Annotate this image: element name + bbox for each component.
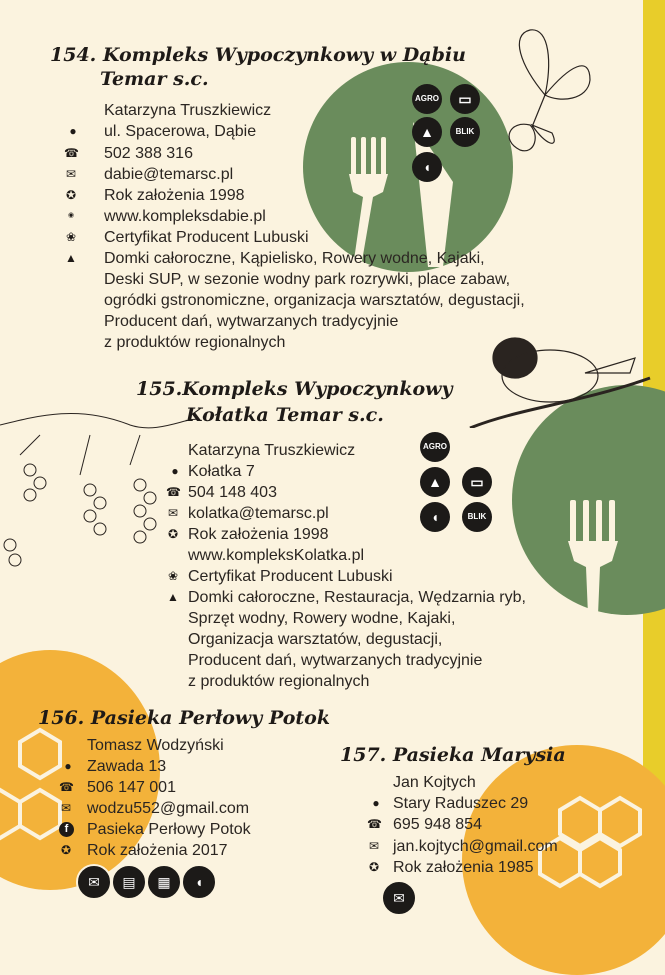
- certificate-icon: ❀: [167, 569, 179, 583]
- agro-badge: AGRO: [420, 432, 450, 462]
- agro-badge: AGRO: [412, 84, 442, 114]
- entry-156-title: 156. Pasieka Perłowy Potok: [38, 707, 331, 729]
- phone-icon: ☎: [166, 485, 181, 499]
- entry-155-founded: Rok założenia 1998: [188, 526, 329, 543]
- entry-155-desc: Sprzęt wodny, Rowery wodne, Kajaki,: [188, 610, 456, 627]
- location-icon: ●: [69, 124, 77, 138]
- entry-155-website[interactable]: www.kompleksKolatka.pl: [188, 547, 365, 564]
- entry-157-phone: 695 948 854: [393, 816, 482, 833]
- graduation-cap-icon: ▲: [412, 117, 442, 147]
- entry-155-cert: Certyfikat Producent Lubuski: [188, 568, 393, 585]
- email-icon: ✉: [368, 839, 380, 853]
- entry-154-desc: Domki całoroczne, Kąpielisko, Rowery wodne, Kajaki,: [104, 250, 485, 267]
- entry-157-title: 157. Pasieka Marysia: [340, 744, 566, 766]
- entry-155-subtitle: Kołatka Temar s.c.: [186, 404, 384, 426]
- cloche-icon: ◖: [181, 864, 217, 900]
- mail-order-icon: ✉: [76, 864, 112, 900]
- entry-154-website[interactable]: www.kompleksdabie.pl: [104, 208, 266, 225]
- entry-155-desc: Producent dań, wytwarzanych tradycyjnie: [188, 652, 483, 669]
- star-badge-icon: ✪: [65, 188, 77, 202]
- shop-icon: ▦: [146, 864, 182, 900]
- entry-156-founded: Rok założenia 2017: [87, 842, 228, 859]
- entry-155-email[interactable]: kolatka@temarsc.pl: [188, 505, 329, 522]
- graduation-cap-icon: ▲: [420, 467, 450, 497]
- fork-knife-icon: [303, 62, 513, 272]
- entry-156-owner: Tomasz Wodzyński: [87, 737, 224, 754]
- entry-154-email[interactable]: dabie@temarsc.pl: [104, 166, 234, 183]
- location-icon: ●: [64, 759, 72, 773]
- certificate-icon: ❀: [65, 230, 77, 244]
- entry-154-title: 154. Kompleks Wypoczynkowy w Dąbiu: [50, 44, 466, 66]
- entry-154-desc: Producent dań, wytwarzanych tradycyjnie: [104, 313, 399, 330]
- basket-icon: ▤: [111, 864, 147, 900]
- entry-154-cert: Certyfikat Producent Lubuski: [104, 229, 309, 246]
- blik-badge: BLIK: [462, 502, 492, 532]
- email-icon: ✉: [60, 801, 72, 815]
- star-badge-icon: ✪: [60, 843, 72, 857]
- card-payment-icon: ▭: [450, 84, 480, 114]
- entry-155-desc: z produktów regionalnych: [188, 673, 370, 690]
- location-icon: ●: [171, 464, 179, 478]
- phone-icon: ☎: [59, 780, 74, 794]
- bird-icon: [460, 318, 660, 428]
- entry-156-facebook[interactable]: Pasieka Perłowy Potok: [87, 821, 251, 838]
- entry-155-desc: Organizacja warsztatów, degustacji,: [188, 631, 443, 648]
- mail-order-icon: ✉: [381, 880, 417, 916]
- entry-156-phone: 506 147 001: [87, 779, 176, 796]
- facebook-icon: f: [59, 822, 74, 837]
- phone-icon: ☎: [367, 817, 382, 831]
- blik-badge: BLIK: [450, 117, 480, 147]
- entry-157-address: Stary Raduszec 29: [393, 795, 529, 812]
- entry-155-desc: Domki całoroczne, Restauracja, Wędzarnia ryb,: [188, 589, 526, 606]
- entry-157-founded: Rok założenia 1985: [393, 859, 534, 876]
- entry-154-desc: ogródki gstronomiczne, organizacja warsztatów, degustacji,: [104, 292, 525, 309]
- location-icon: ●: [372, 796, 380, 810]
- star-badge-icon: ✪: [368, 860, 380, 874]
- entry-155-owner: Katarzyna Truszkiewicz: [188, 442, 356, 459]
- phone-icon: ☎: [64, 146, 79, 160]
- entry-155-phone: 504 148 403: [188, 484, 277, 501]
- entry-154-phone: 502 388 316: [104, 145, 193, 162]
- entry-156-email[interactable]: wodzu552@gmail.com: [87, 800, 250, 817]
- butterfly-icon: [490, 25, 600, 165]
- entry-154-subtitle: Temar s.c.: [100, 68, 209, 90]
- star-badge-icon: ✪: [167, 527, 179, 541]
- email-icon: ✉: [65, 167, 77, 181]
- entry-154-desc: z produktów regionalnych: [104, 334, 286, 351]
- entry-154-owner: Katarzyna Truszkiewicz: [104, 102, 272, 119]
- mountain-icon: ▲: [65, 251, 77, 265]
- email-icon: ✉: [167, 506, 179, 520]
- entry-156-address: Zawada 13: [87, 758, 167, 775]
- mountain-icon: ▲: [167, 590, 179, 604]
- entry-154-desc: Deski SUP, w sezonie wodny park rozrywki, place zabaw,: [104, 271, 511, 288]
- cloche-icon: ◖: [412, 152, 442, 182]
- entry-155-address: Kołatka 7: [188, 463, 255, 480]
- entry-157-owner: Jan Kojtych: [393, 774, 476, 791]
- entry-157-email[interactable]: jan.kojtych@gmail.com: [393, 838, 558, 855]
- entry-155-title: 155.Kompleks Wypoczynkowy: [136, 378, 453, 400]
- entry-154-address: ul. Spacerowa, Dąbie: [104, 123, 257, 140]
- www-icon: ◉: [67, 212, 75, 219]
- fork-circle-154: [303, 62, 513, 272]
- card-payment-icon: ▭: [462, 467, 492, 497]
- entry-154-founded: Rok założenia 1998: [104, 187, 245, 204]
- cloche-icon: ◖: [420, 502, 450, 532]
